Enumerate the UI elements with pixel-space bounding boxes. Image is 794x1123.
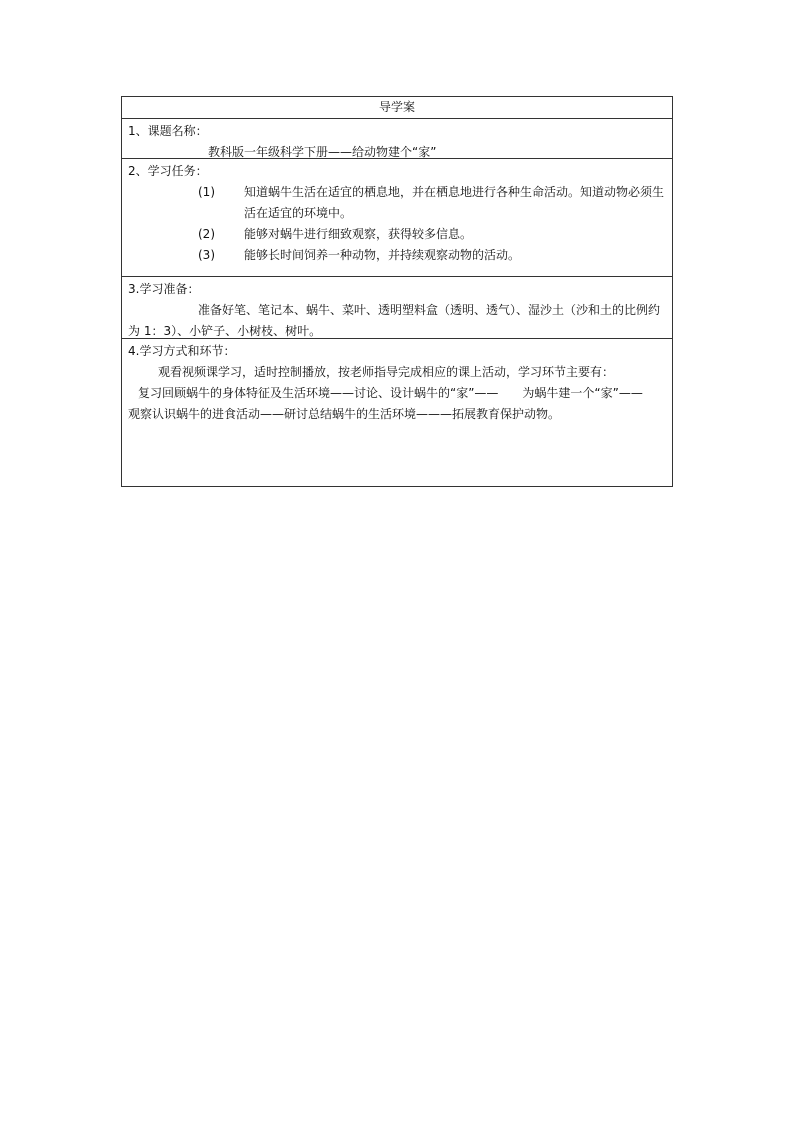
task-text: 知道蜗牛生活在适宜的栖息地，并在栖息地进行各种生命活动。知道动物必须生活在适宜的环境中。: [244, 185, 665, 220]
task-number: (3): [198, 248, 215, 262]
section-topic-heading: 1、课题名称：: [128, 124, 208, 138]
section-method: [122, 339, 672, 486]
topic-content: 教科版一年级科学下册——给动物建个“家”: [208, 145, 437, 159]
table-title: 导学案: [122, 97, 672, 119]
method-paragraph-1: 观看视频课学习，适时控制播放，按老师指导完成相应的课上活动，学习环节主要有：: [158, 365, 615, 379]
section-preparation-heading: 3.学习准备：: [128, 282, 200, 296]
task-item: [128, 224, 666, 245]
task-item: [128, 182, 666, 224]
section-preparation: [122, 277, 672, 339]
section-topic: [122, 119, 672, 159]
study-guide-table: [121, 96, 673, 487]
task-item: [128, 245, 666, 266]
section-tasks-heading: 2、学习任务：: [128, 164, 208, 178]
task-text: 能够对蜗牛进行细致观察，获得较多信息。: [244, 227, 473, 241]
method-paragraph-2: 复习回顾蜗牛的身体特征及生活环境——讨论、设计蜗牛的“家”—— 为蜗牛建一个“家”—— 观察认识蜗牛的进食活动——研讨总结蜗牛的生活环境———拓展教育保护动物。: [128, 386, 655, 421]
section-tasks: [122, 159, 672, 277]
task-number: (2): [198, 227, 215, 241]
task-text: 能够长时间饲养一种动物，并持续观察动物的活动。: [244, 248, 521, 262]
task-number: (1): [198, 185, 215, 199]
preparation-content: 准备好笔、笔记本、蜗牛、菜叶、透明塑料盒（透明、透气）、湿沙土（沙和土的比例约为 1：3）、小铲子、小树枝、树叶。: [128, 303, 661, 338]
section-method-heading: 4.学习方式和环节：: [128, 344, 236, 358]
